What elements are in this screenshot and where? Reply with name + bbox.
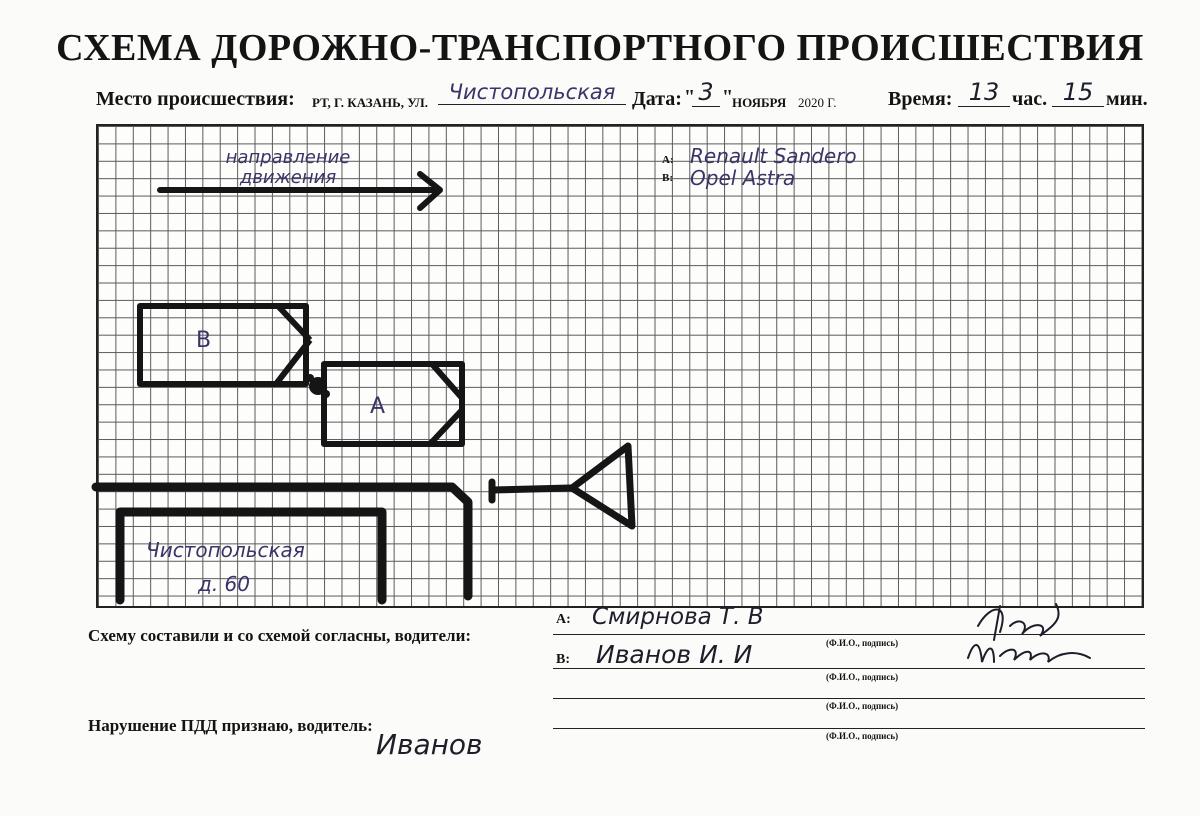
driver-b-key: В:: [556, 652, 570, 667]
date-quote-close: ": [722, 86, 734, 108]
vehicle-a-key: А:: [662, 154, 674, 166]
car-a-letter: А: [370, 394, 386, 419]
car-b-letter: В: [196, 328, 212, 353]
violation-signature: Иванов: [376, 728, 483, 761]
time-hours: 13: [958, 78, 1010, 107]
date-month: НОЯБРЯ: [732, 95, 787, 110]
place-prefix: РТ, Г. КАЗАНЬ, УЛ.: [312, 95, 428, 110]
vehicle-a-name: Renault Sandero: [690, 144, 857, 168]
extra-line-2: [553, 728, 1145, 729]
time-minutes-unit: мин.: [1106, 88, 1148, 110]
car-b-icon: [140, 306, 310, 384]
violation-label: Нарушение ПДД признаю, водитель:: [88, 716, 373, 735]
direction-label: направление движения: [225, 147, 351, 188]
driver-a-name: Смирнова Т. В: [592, 604, 764, 630]
house-number: д. 60: [198, 572, 250, 596]
street-name: Чистопольская: [146, 538, 305, 562]
date-day: 3: [692, 78, 720, 107]
date-quote-open: ": [684, 86, 696, 108]
place-label: Место происшествия:: [96, 88, 295, 110]
vehicle-b-key: В:: [662, 172, 673, 184]
extra-line-1: [553, 698, 1145, 699]
signature-drawing: [960, 596, 1120, 676]
camera-icon: [492, 446, 632, 526]
place-value: Чистопольская: [438, 80, 626, 105]
driver-a-key: А:: [556, 612, 571, 627]
date-year: 2020 Г.: [798, 95, 837, 110]
vehicle-b-name: Opel Astra: [690, 166, 796, 190]
car-a-icon: [324, 364, 462, 444]
driver-b-name: Иванов И. И: [596, 640, 753, 669]
time-label: Время:: [888, 88, 953, 110]
extra-fio-hint-2: (Ф.И.О., подпись): [826, 731, 899, 741]
time-minutes: 15: [1052, 78, 1104, 107]
time-hours-unit: час.: [1012, 88, 1048, 110]
driver-a-fio-hint: (Ф.И.О., подпись): [826, 638, 899, 648]
date-label: Дата:: [632, 88, 682, 110]
document-title: СХЕМА ДОРОЖНО-ТРАНСПОРТНОГО ПРОИСШЕСТВИЯ: [56, 27, 1144, 69]
driver-b-fio-hint: (Ф.И.О., подпись): [826, 672, 899, 682]
extra-fio-hint-1: (Ф.И.О., подпись): [826, 701, 899, 711]
agreed-label: Схему составили и со схемой согласны, водители:: [88, 626, 472, 645]
